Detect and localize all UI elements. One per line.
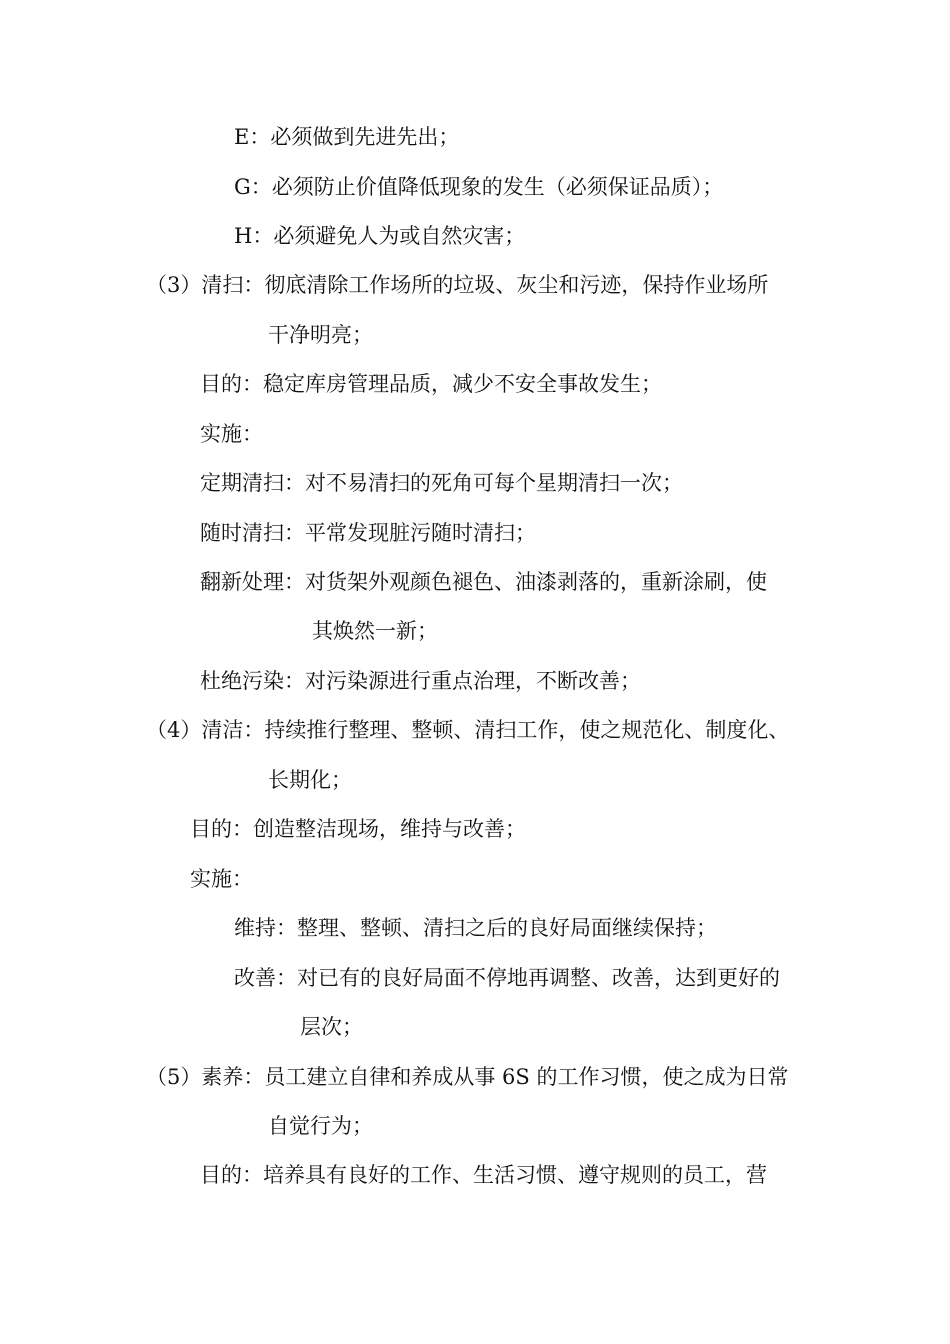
section-3-item-renovate-cont: 其焕然一新； [312, 619, 438, 643]
section-3-purpose: 目的：稳定库房管理品质，减少不安全事故发生； [200, 372, 662, 396]
section-4-item-maintain: 维持：整理、整顿、清扫之后的良好局面继续保持； [234, 916, 717, 940]
section-4-item-improve: 改善：对已有的良好局面不停地再调整、改善，达到更好的 [234, 966, 780, 990]
text-line-e: E：必须做到先进先出； [234, 125, 460, 149]
section-4-heading: （4）清洁：持续推行整理、整顿、清扫工作，使之规范化、制度化、 [146, 718, 790, 742]
text-line-h: H：必须避免人为或自然灾害； [234, 224, 526, 248]
section-3-heading-cont: 干净明亮； [268, 323, 373, 347]
text-line-g: G：必须防止价值降低现象的发生（必须保证品质）； [234, 175, 724, 199]
section-3-heading: （3）清扫：彻底清除工作场所的垃圾、灰尘和污迹，保持作业场所 [146, 273, 769, 297]
section-3-item-pollution: 杜绝污染：对污染源进行重点治理，不断改善； [200, 669, 641, 693]
section-5-heading: （5）素养：员工建立自律和养成从事 6S 的工作习惯，使之成为日常 [146, 1065, 789, 1089]
section-3-item-renovate: 翻新处理：对货架外观颜色褪色、油漆剥落的，重新涂刷，使 [200, 570, 767, 594]
section-4-item-improve-cont: 层次； [300, 1015, 363, 1039]
section-4-purpose: 目的：创造整洁现场，维持与改善； [190, 817, 526, 841]
section-4-heading-cont: 长期化； [268, 768, 352, 792]
section-5-heading-cont: 自觉行为； [268, 1114, 373, 1138]
section-5-purpose: 目的：培养具有良好的工作、生活习惯、遵守规则的员工，营 [200, 1163, 767, 1187]
section-3-implementation-label: 实施： [200, 422, 263, 446]
section-3-item-regular: 定期清扫：对不易清扫的死角可每个星期清扫一次； [200, 471, 683, 495]
section-4-implementation-label: 实施： [190, 867, 253, 891]
section-3-item-anytime: 随时清扫：平常发现脏污随时清扫； [200, 521, 536, 545]
